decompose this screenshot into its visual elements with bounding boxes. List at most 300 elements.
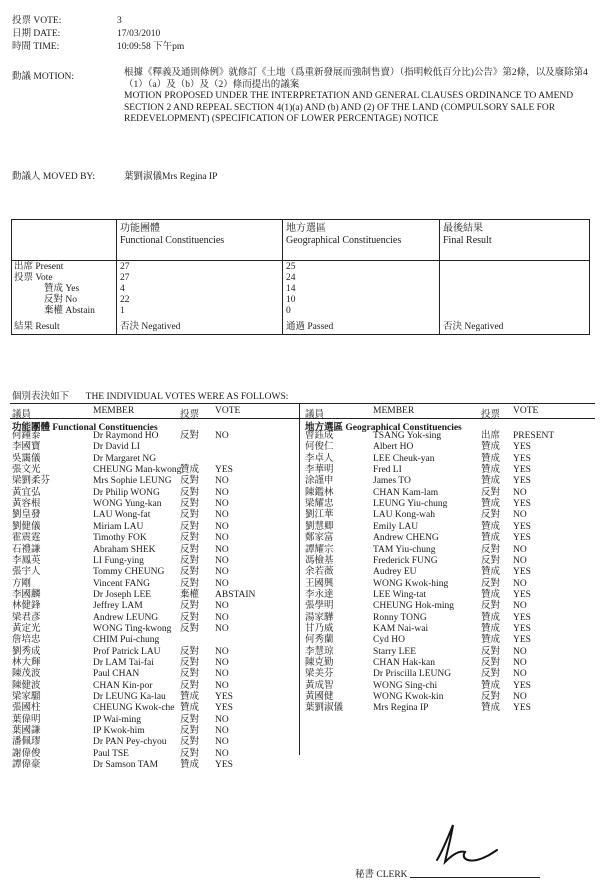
- member-row: [303, 691, 592, 703]
- member-vote-zh: 反對: [481, 658, 501, 668]
- member-vote-zh: 贊成: [481, 612, 501, 623]
- results-row-label: 贊成 Yes: [44, 284, 80, 294]
- vote-value: 3: [117, 16, 122, 26]
- member-vote-zh: 反對: [481, 555, 501, 566]
- individual-votes-title: [12, 388, 288, 402]
- member-name-en: Starry LEE: [373, 646, 417, 657]
- results-header-fc-en: Functional Constituencies: [120, 235, 225, 246]
- results-row-gc: 10: [286, 295, 296, 305]
- member-name-zh: 馮檢基: [305, 555, 334, 566]
- member-name-zh: 甘乃威: [305, 623, 334, 634]
- member-name-en: Miriam LAU: [93, 521, 144, 532]
- time-value: 10:09:58 下午pm: [117, 42, 185, 52]
- date-label: 日期 DATE:: [12, 29, 61, 39]
- member-vote-zh: 贊成: [481, 465, 501, 476]
- member-vote-en: NO: [215, 680, 229, 691]
- member-vote-en: NO: [215, 499, 229, 510]
- member-row: [10, 532, 299, 544]
- col-vote-zh: 投票: [180, 410, 200, 420]
- member-row: [303, 509, 592, 521]
- member-name-en: Dr Priscilla LEUNG: [373, 669, 452, 680]
- col-vote-zh: 投票: [481, 410, 501, 420]
- member-name-en: CHEUNG Kwok-che: [93, 703, 175, 714]
- member-name-zh: 陳健波: [12, 680, 41, 691]
- member-row: [303, 612, 592, 624]
- member-name-en: Dr Joseph LEE: [93, 589, 152, 600]
- member-name-en: Emily LAU: [373, 521, 419, 532]
- member-name-zh: 梁君彥: [12, 612, 41, 623]
- member-vote-zh: 棄權: [180, 589, 200, 600]
- member-row: [10, 566, 299, 578]
- member-name-en: Dr LAM Tai-fai: [93, 658, 154, 668]
- member-name-en: Andrew CHENG: [373, 533, 439, 544]
- member-row: [303, 544, 592, 556]
- member-vote-zh: 反對: [180, 499, 200, 510]
- member-name-en: Dr Margaret NG: [93, 453, 157, 464]
- member-vote-en: NO: [215, 544, 229, 555]
- col-vote-en: VOTE: [513, 406, 539, 416]
- member-vote-en: NO: [215, 612, 229, 623]
- member-vote-en: NO: [215, 533, 229, 544]
- member-row: [10, 612, 299, 624]
- member-row: [10, 680, 299, 692]
- member-name-en: CHIM Pui-chung: [93, 635, 160, 646]
- member-row: [303, 657, 592, 669]
- member-name-en: LAU Kong-wah: [373, 510, 436, 521]
- moved-by-label: 動議人 MOVED BY:: [12, 172, 96, 182]
- member-row: [10, 623, 299, 635]
- member-vote-zh: 贊成: [481, 453, 501, 464]
- member-name-zh: 梁家騮: [12, 692, 41, 703]
- member-name-en: Dr Raymond HO: [93, 431, 159, 441]
- results-row-label: 棄權 Abstain: [44, 306, 95, 316]
- member-vote-en: NO: [215, 476, 229, 487]
- member-name-zh: 陳茂波: [12, 669, 41, 680]
- member-name-en: Dr David LI: [93, 442, 140, 453]
- time-row: [12, 38, 184, 52]
- member-vote-zh: 反對: [481, 646, 501, 657]
- results-header-final-en: Final Result: [443, 235, 492, 246]
- member-row: [303, 589, 592, 601]
- member-row: [10, 430, 299, 442]
- member-row: [10, 441, 299, 453]
- member-vote-zh: 贊成: [481, 680, 501, 691]
- member-name-en: Tommy CHEUNG: [93, 567, 165, 578]
- member-vote-en: NO: [513, 601, 527, 612]
- member-name-en: Prof Patrick LAU: [93, 646, 161, 657]
- member-row: [10, 748, 299, 760]
- motion-text-en: MOTION PROPOSED UNDER THE INTERPRETATION AND GENERAL CLAUSES ORDINANCE TO AMEND SECTION 2 AND REPEAL SECTION 4(1)(a) AND (b) AND (2) OF THE LAND (COMPULSORY SALE FOR REDEVELOPMENT) (SPECIFICATION OF LOWER PERCENTAGE) NOTICE: [124, 91, 574, 125]
- member-name-en: James TO: [373, 476, 411, 487]
- member-row: [10, 691, 299, 703]
- member-name-en: Jeffrey LAM: [93, 601, 143, 612]
- member-name-en: IP Wai-ming: [93, 714, 142, 725]
- member-name-en: LEE Wing-tat: [373, 589, 426, 600]
- member-name-zh: 葉國謙: [12, 726, 41, 737]
- member-vote-zh: 贊成: [481, 703, 501, 714]
- member-vote-zh: 反對: [481, 692, 501, 703]
- member-vote-zh: 反對: [180, 680, 200, 691]
- member-vote-en: YES: [513, 567, 531, 578]
- member-vote-en: NO: [513, 578, 527, 589]
- member-vote-zh: 反對: [180, 578, 200, 589]
- member-name-en: Frederick FUNG: [373, 555, 438, 566]
- member-name-zh: 譚偉豪: [12, 760, 41, 771]
- member-vote-en: ABSTAIN: [215, 589, 256, 600]
- clerk-label: 秘書 CLERK: [355, 870, 408, 880]
- member-vote-zh: 出席: [481, 431, 501, 441]
- member-row: [303, 498, 592, 510]
- member-vote-zh: 反對: [180, 601, 200, 612]
- results-row-label: 結果 Result: [14, 322, 60, 332]
- member-row: [10, 725, 299, 737]
- member-name-zh: 劉健儀: [12, 521, 41, 532]
- member-vote-zh: 贊成: [481, 567, 501, 578]
- member-name-zh: 梁劉柔芬: [12, 476, 51, 487]
- member-vote-zh: 反對: [180, 612, 200, 623]
- member-name-zh: 湯家驊: [305, 612, 334, 623]
- member-row: [10, 736, 299, 748]
- member-vote-en: NO: [215, 578, 229, 589]
- member-row: [303, 441, 592, 453]
- member-vote-zh: 反對: [481, 544, 501, 555]
- member-vote-en: NO: [215, 737, 229, 748]
- member-vote-en: YES: [513, 612, 531, 623]
- member-name-zh: 李國麟: [12, 589, 41, 600]
- member-name-zh: 林健鋒: [12, 601, 41, 612]
- member-row: [10, 555, 299, 567]
- member-vote-en: NO: [513, 692, 527, 703]
- member-name-zh: 李國寶: [12, 442, 41, 453]
- member-name-zh: 詹培忠: [12, 635, 41, 646]
- member-name-en: Vincent FANG: [93, 578, 151, 589]
- member-vote-en: NO: [215, 623, 229, 634]
- results-row-label: 投票 Vote: [14, 273, 53, 283]
- member-row: [10, 657, 299, 669]
- member-vote-en: YES: [513, 533, 531, 544]
- member-vote-en: NO: [215, 748, 229, 759]
- member-name-en: Audrey EU: [373, 567, 417, 578]
- member-name-zh: 譚耀宗: [305, 544, 334, 555]
- results-row-gc: 25: [286, 262, 296, 272]
- member-vote-en: YES: [513, 476, 531, 487]
- member-vote-zh: 反對: [180, 533, 200, 544]
- member-vote-zh: 反對: [481, 669, 501, 680]
- member-vote-en: NO: [513, 555, 527, 566]
- member-name-en: CHEUNG Man-kwong: [93, 465, 182, 476]
- member-name-zh: 李慧琼: [305, 646, 334, 657]
- member-vote-zh: 反對: [481, 510, 501, 521]
- member-vote-en: NO: [513, 646, 527, 657]
- results-row-fc: 22: [120, 295, 130, 305]
- member-vote-zh: 反對: [180, 646, 200, 657]
- member-row: [303, 566, 592, 578]
- member-name-zh: 劉秀成: [12, 646, 41, 657]
- member-vote-en: NO: [215, 510, 229, 521]
- member-name-en: Albert HO: [373, 442, 414, 453]
- member-vote-en: NO: [215, 714, 229, 725]
- results-row-label: 出席 Present: [14, 262, 64, 272]
- member-vote-en: YES: [513, 465, 531, 476]
- member-name-en: CHAN Kin-por: [93, 680, 153, 691]
- member-vote-zh: 反對: [180, 476, 200, 487]
- gc-group-heading: 地方選區 Geographical Constituencies: [305, 423, 462, 433]
- member-row: [10, 521, 299, 533]
- individual-votes-table: [10, 403, 595, 771]
- member-vote-zh: 贊成: [180, 703, 200, 714]
- member-vote-en: NO: [215, 521, 229, 532]
- member-name-en: Andrew LEUNG: [93, 612, 159, 623]
- member-name-zh: 張文光: [12, 465, 41, 476]
- col-member-zh: 議員: [12, 410, 32, 420]
- member-vote-en: YES: [513, 703, 531, 714]
- member-row: [303, 487, 592, 499]
- clerk-signature: [425, 820, 505, 870]
- member-vote-en: NO: [513, 510, 527, 521]
- member-vote-en: NO: [215, 555, 229, 566]
- member-vote-zh: 反對: [481, 601, 501, 612]
- individual-title-en: THE INDIVIDUAL VOTES WERE AS FOLLOWS:: [85, 392, 289, 402]
- motion-text: [124, 68, 594, 126]
- member-name-en: WONG Sing-chi: [373, 680, 438, 691]
- col-member-en: MEMBER: [93, 406, 135, 416]
- member-vote-zh: 反對: [180, 714, 200, 725]
- member-name-en: Cyd HO: [373, 635, 405, 646]
- member-vote-zh: 反對: [180, 658, 200, 668]
- member-name-zh: 何鍾泰: [12, 431, 41, 441]
- member-vote-en: YES: [513, 521, 531, 532]
- results-header-final: [443, 223, 492, 247]
- member-row: [10, 714, 299, 726]
- member-vote-zh: 贊成: [481, 521, 501, 532]
- results-row-fc: 否決 Negatived: [120, 322, 181, 332]
- member-row: [303, 646, 592, 658]
- vote-number-row: [12, 12, 122, 26]
- member-name-zh: 林大輝: [12, 658, 41, 668]
- member-vote-en: YES: [513, 635, 531, 646]
- member-vote-en: NO: [215, 669, 229, 680]
- member-vote-zh: 反對: [481, 487, 501, 498]
- results-row-gc: 通過 Passed: [286, 322, 334, 332]
- member-name-zh: 張宇人: [12, 567, 41, 578]
- member-row: [303, 464, 592, 476]
- member-vote-en: YES: [513, 589, 531, 600]
- member-vote-zh: 贊成: [180, 465, 200, 476]
- member-name-en: CHEUNG Hok-ming: [373, 601, 455, 612]
- member-name-en: LEUNG Yiu-chung: [373, 499, 448, 510]
- fc-group-heading: 功能團體 Functional Constituencies: [12, 423, 158, 433]
- member-name-zh: 劉皇發: [12, 510, 41, 521]
- member-row: [303, 453, 592, 465]
- member-name-zh: 涂謹申: [305, 476, 334, 487]
- member-name-en: Ronny TONG: [373, 612, 427, 623]
- member-name-zh: 黃成智: [305, 680, 334, 691]
- member-name-en: Mrs Regina IP: [373, 703, 429, 714]
- member-row: [10, 498, 299, 510]
- member-name-zh: 黃國健: [305, 692, 334, 703]
- member-row: [10, 646, 299, 658]
- member-name-zh: 黃定光: [12, 623, 41, 634]
- member-vote-en: NO: [215, 431, 229, 441]
- member-vote-zh: 反對: [180, 726, 200, 737]
- member-name-zh: 吳靄儀: [12, 453, 41, 464]
- member-name-zh: 石禮謙: [12, 544, 41, 555]
- member-name-en: Paul CHAN: [93, 669, 140, 680]
- member-vote-zh: 贊成: [481, 623, 501, 634]
- col-vote-en: VOTE: [215, 406, 241, 416]
- results-table: [11, 219, 590, 335]
- moved-by-row: [12, 168, 217, 182]
- results-row-gc: 0: [286, 306, 291, 316]
- member-name-en: Dr LEUNG Ka-lau: [93, 692, 166, 703]
- results-header-gc: [286, 223, 401, 247]
- motion-label: 動議 MOTION:: [12, 72, 75, 82]
- results-row-fc: 27: [120, 273, 130, 283]
- member-name-zh: 謝偉俊: [12, 748, 41, 759]
- member-name-zh: 黃宜弘: [12, 487, 41, 498]
- member-name-en: Mrs Sophie LEUNG: [93, 476, 172, 487]
- member-row: [10, 544, 299, 556]
- member-name-zh: 梁耀忠: [305, 499, 334, 510]
- member-name-en: Dr Philip WONG: [93, 487, 160, 498]
- time-label: 時間 TIME:: [12, 42, 60, 52]
- member-vote-zh: 反對: [180, 510, 200, 521]
- member-vote-zh: 贊成: [481, 635, 501, 646]
- date-value: 17/03/2010: [117, 29, 161, 39]
- member-name-en: Dr PAN Pey-chyou: [93, 737, 167, 748]
- member-vote-zh: 贊成: [481, 499, 501, 510]
- member-vote-zh: 反對: [180, 521, 200, 532]
- member-name-en: Fred LI: [373, 465, 402, 476]
- member-vote-en: YES: [215, 465, 233, 476]
- results-header-gc-en: Geographical Constituencies: [286, 235, 402, 246]
- member-vote-zh: 反對: [180, 544, 200, 555]
- member-name-en: LAU Wong-fat: [93, 510, 151, 521]
- member-name-zh: 劉慧卿: [305, 521, 334, 532]
- member-vote-en: NO: [513, 544, 527, 555]
- member-vote-zh: 反對: [180, 567, 200, 578]
- results-row-gc: 14: [286, 284, 296, 294]
- member-vote-en: YES: [513, 623, 531, 634]
- member-name-zh: 何俊仁: [305, 442, 334, 453]
- member-name-en: IP Kwok-him: [93, 726, 145, 737]
- member-vote-zh: 反對: [180, 748, 200, 759]
- member-vote-zh: 贊成: [180, 692, 200, 703]
- member-vote-en: YES: [215, 692, 233, 703]
- member-name-zh: 張國柱: [12, 703, 41, 714]
- member-name-zh: 李鳳英: [12, 555, 41, 566]
- member-name-zh: 霍震霆: [12, 533, 41, 544]
- member-name-zh: 潘佩璆: [12, 737, 41, 748]
- member-name-zh: 葉偉明: [12, 714, 41, 725]
- results-header-gc-zh: 地方選區: [286, 223, 326, 234]
- member-vote-zh: 反對: [180, 487, 200, 498]
- member-row: [10, 578, 299, 590]
- member-row: [303, 634, 592, 646]
- member-name-zh: 黃容根: [12, 499, 41, 510]
- member-row: [10, 453, 299, 465]
- member-name-zh: 鄭家富: [305, 533, 334, 544]
- member-name-en: CHAN Kam-lam: [373, 487, 439, 498]
- member-vote-zh: 反對: [180, 623, 200, 634]
- member-vote-en: NO: [215, 726, 229, 737]
- member-name-zh: 李永達: [305, 589, 334, 600]
- member-name-en: TSANG Yok-sing: [373, 431, 442, 441]
- col-member-en: MEMBER: [373, 406, 415, 416]
- member-vote-en: YES: [513, 680, 531, 691]
- col-member-zh: 議員: [305, 410, 325, 420]
- member-name-en: Paul TSE: [93, 748, 129, 759]
- results-row-label: 反對 No: [44, 295, 77, 305]
- member-name-en: WONG Kwok-kin: [373, 692, 444, 703]
- member-row: [10, 487, 299, 499]
- member-vote-zh: 贊成: [481, 589, 501, 600]
- member-row: [303, 680, 592, 692]
- member-row: [10, 464, 299, 476]
- member-name-zh: 李卓人: [305, 453, 334, 464]
- member-vote-zh: 贊成: [180, 760, 200, 771]
- member-name-en: CHAN Hak-kan: [373, 658, 436, 668]
- member-row: [303, 600, 592, 612]
- member-name-zh: 陳克勤: [305, 658, 334, 668]
- member-row: [10, 589, 299, 601]
- member-vote-zh: 反對: [180, 737, 200, 748]
- member-row: [10, 702, 299, 714]
- member-name-en: KAM Nai-wai: [373, 623, 429, 634]
- results-header-fc: [120, 223, 224, 247]
- member-name-zh: 陳鑑林: [305, 487, 334, 498]
- member-row: [303, 702, 592, 714]
- member-row: [303, 668, 592, 680]
- member-row: [303, 521, 592, 533]
- member-name-zh: 方剛: [12, 578, 32, 589]
- member-vote-en: NO: [215, 601, 229, 612]
- member-row: [303, 475, 592, 487]
- results-row-fc: 27: [120, 262, 130, 272]
- member-name-zh: 曾鈺成: [305, 431, 334, 441]
- results-row-fc: 1: [120, 306, 125, 316]
- results-row-fc: 4: [120, 284, 125, 294]
- member-name-en: Abraham SHEK: [93, 544, 156, 555]
- member-vote-en: NO: [215, 658, 229, 668]
- member-name-en: LEE Cheuk-yan: [373, 453, 435, 464]
- member-vote-en: NO: [215, 567, 229, 578]
- member-name-en: WONG Yung-kan: [93, 499, 162, 510]
- member-vote-en: NO: [513, 669, 527, 680]
- member-vote-en: YES: [215, 703, 233, 714]
- member-name-zh: 王國興: [305, 578, 334, 589]
- member-vote-zh: 反對: [180, 669, 200, 680]
- member-name-en: LI Fung-ying: [93, 555, 144, 566]
- member-vote-en: NO: [215, 487, 229, 498]
- motion-text-zh: 根據《釋義及通則條例》就修訂《土地（爲重新發展而強制售賣）（指明較低百分比)公告》第2條，以及廢除第4（1）（a）及（b）及（2）條而提出的議案: [124, 68, 588, 90]
- member-vote-en: NO: [513, 487, 527, 498]
- member-vote-en: NO: [513, 658, 527, 668]
- member-name-en: Dr Samson TAM: [93, 760, 159, 771]
- member-name-zh: 葉劉淑儀: [305, 703, 344, 714]
- member-name-en: TAM Yiu-chung: [373, 544, 436, 555]
- member-row: [10, 509, 299, 521]
- member-row: [303, 430, 592, 442]
- results-header-final-zh: 最後結果: [443, 223, 483, 234]
- clerk-signature-line: [410, 877, 540, 878]
- member-vote-en: YES: [513, 442, 531, 453]
- member-name-zh: 劉江華: [305, 510, 334, 521]
- member-name-zh: 張學明: [305, 601, 334, 612]
- member-vote-en: YES: [215, 760, 233, 771]
- member-row: [10, 759, 299, 771]
- member-name-en: WONG Kwok-hing: [373, 578, 449, 589]
